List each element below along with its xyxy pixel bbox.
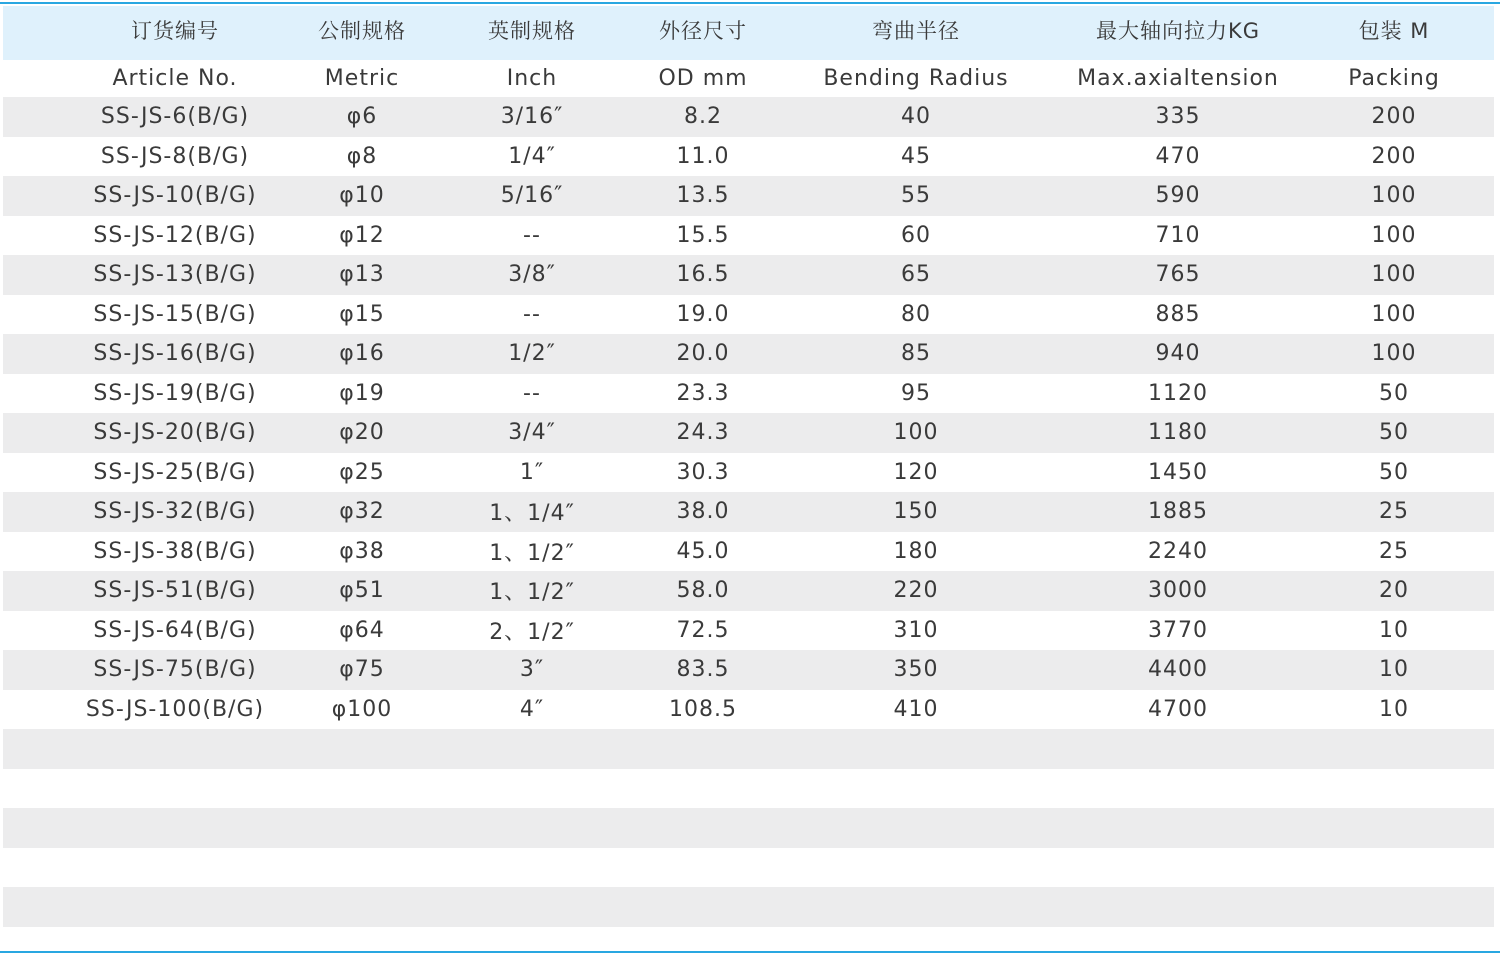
cell-article-no: SS-JS-38(B/G)	[93, 538, 257, 564]
header-cn-od-mm: 外径尺寸	[659, 18, 747, 43]
header-en-packing: Packing	[1348, 66, 1440, 91]
header-en-metric: Metric	[324, 66, 400, 91]
table-row	[3, 216, 1494, 256]
table-header	[3, 6, 1494, 60]
cell-max-axial-tension: 2240	[1148, 538, 1208, 564]
cell-max-axial-tension: 1120	[1148, 380, 1208, 406]
cell-packing: 200	[1371, 143, 1417, 169]
cell-inch: 3/8″	[508, 262, 556, 288]
cell-article-no: SS-JS-20(B/G)	[93, 420, 257, 446]
cell-bending-radius: 220	[893, 578, 939, 604]
cell-inch: 1/4″	[508, 143, 556, 169]
table-body	[3, 97, 1494, 729]
cell-bending-radius: 60	[901, 222, 931, 248]
cell-od-mm: 19.0	[676, 301, 730, 327]
cell-inch: 3″	[519, 657, 545, 683]
table-row	[3, 611, 1494, 651]
header-row-english	[3, 60, 1494, 97]
cell-max-axial-tension: 4700	[1148, 696, 1208, 722]
cell-inch: 1、1/4″	[489, 501, 575, 527]
cell-packing: 20	[1379, 578, 1409, 604]
header-cn-bending-radius: 弯曲半径	[872, 18, 960, 43]
bottom-border-line	[0, 951, 1500, 953]
header-cn-inch: 英制规格	[488, 18, 576, 43]
cell-bending-radius: 95	[901, 380, 931, 406]
cell-article-no: SS-JS-100(B/G)	[85, 696, 265, 722]
cell-od-mm: 45.0	[676, 538, 730, 564]
cell-metric: φ8	[346, 143, 378, 169]
cell-inch: --	[523, 301, 541, 327]
cell-metric: φ64	[339, 617, 385, 643]
header-cn-packing: 包装 M	[1358, 18, 1430, 43]
cell-metric: φ25	[339, 459, 385, 485]
cell-metric: φ100	[331, 696, 393, 722]
cell-inch: 1、1/2″	[489, 540, 575, 566]
spec-table	[3, 6, 1494, 927]
cell-max-axial-tension: 4400	[1148, 657, 1208, 683]
cell-od-mm: 23.3	[676, 380, 730, 406]
cell-max-axial-tension: 885	[1155, 301, 1201, 327]
cell-bending-radius: 100	[893, 420, 939, 446]
cell-packing: 10	[1379, 617, 1409, 643]
cell-metric: φ19	[339, 380, 385, 406]
cell-metric: φ15	[339, 301, 385, 327]
cell-inch: --	[523, 222, 541, 248]
cell-metric: φ32	[339, 499, 385, 525]
cell-packing: 50	[1379, 420, 1409, 446]
cell-packing: 50	[1379, 380, 1409, 406]
cell-metric: φ51	[339, 578, 385, 604]
cell-bending-radius: 55	[901, 183, 931, 209]
cell-article-no: SS-JS-13(B/G)	[93, 262, 257, 288]
table-row	[3, 413, 1494, 453]
cell-metric: φ10	[339, 183, 385, 209]
header-en-article-no: Article No.	[112, 66, 238, 91]
cell-bending-radius: 40	[901, 104, 931, 130]
cell-od-mm: 24.3	[676, 420, 730, 446]
cell-od-mm: 38.0	[676, 499, 730, 525]
header-cn-metric: 公制规格	[318, 18, 406, 43]
header-en-inch: Inch	[506, 66, 558, 91]
cell-max-axial-tension: 3770	[1148, 617, 1208, 643]
cell-max-axial-tension: 3000	[1148, 578, 1208, 604]
cell-article-no: SS-JS-75(B/G)	[93, 657, 257, 683]
cell-metric: φ13	[339, 262, 385, 288]
cell-metric: φ38	[339, 538, 385, 564]
cell-bending-radius: 65	[901, 262, 931, 288]
table-row	[3, 334, 1494, 374]
table-row	[3, 97, 1494, 137]
cell-packing: 25	[1379, 538, 1409, 564]
empty-row	[3, 808, 1494, 848]
cell-bending-radius: 350	[893, 657, 939, 683]
cell-inch: 1/2″	[508, 341, 556, 367]
empty-rows	[3, 729, 1494, 927]
cell-od-mm: 72.5	[676, 617, 730, 643]
cell-inch: 4″	[519, 696, 545, 722]
cell-max-axial-tension: 335	[1155, 104, 1201, 130]
cell-inch: 5/16″	[500, 183, 564, 209]
cell-article-no: SS-JS-10(B/G)	[93, 183, 257, 209]
cell-metric: φ75	[339, 657, 385, 683]
cell-metric: φ20	[339, 420, 385, 446]
cell-packing: 100	[1371, 301, 1417, 327]
header-row-chinese	[3, 6, 1494, 43]
header-cn-article-no: 订货编号	[131, 18, 219, 43]
cell-od-mm: 83.5	[676, 657, 730, 683]
cell-packing: 100	[1371, 183, 1417, 209]
cell-od-mm: 11.0	[676, 143, 730, 169]
cell-metric: φ12	[339, 222, 385, 248]
cell-article-no: SS-JS-51(B/G)	[93, 578, 257, 604]
cell-article-no: SS-JS-6(B/G)	[100, 104, 250, 130]
cell-bending-radius: 120	[893, 459, 939, 485]
cell-article-no: SS-JS-16(B/G)	[93, 341, 257, 367]
table-row	[3, 137, 1494, 177]
table-row	[3, 295, 1494, 335]
cell-od-mm: 15.5	[676, 222, 730, 248]
table-row	[3, 453, 1494, 493]
cell-packing: 25	[1379, 499, 1409, 525]
header-en-od-mm: OD mm	[658, 66, 748, 91]
table-row	[3, 492, 1494, 532]
cell-max-axial-tension: 940	[1155, 341, 1201, 367]
cell-metric: φ6	[346, 104, 378, 130]
cell-max-axial-tension: 710	[1155, 222, 1201, 248]
header-en-max-axial-tension: Max.axialtension	[1077, 66, 1279, 91]
cell-od-mm: 20.0	[676, 341, 730, 367]
cell-article-no: SS-JS-15(B/G)	[93, 301, 257, 327]
header-en-bending-radius: Bending Radius	[823, 66, 1009, 91]
cell-bending-radius: 410	[893, 696, 939, 722]
cell-inch: --	[523, 380, 541, 406]
cell-packing: 200	[1371, 104, 1417, 130]
table-row	[3, 650, 1494, 690]
cell-article-no: SS-JS-12(B/G)	[93, 222, 257, 248]
cell-inch: 1、1/2″	[489, 580, 575, 606]
table-row	[3, 255, 1494, 295]
cell-packing: 100	[1371, 341, 1417, 367]
cell-od-mm: 30.3	[676, 459, 730, 485]
cell-max-axial-tension: 765	[1155, 262, 1201, 288]
cell-packing: 100	[1371, 222, 1417, 248]
cell-article-no: SS-JS-25(B/G)	[93, 459, 257, 485]
cell-bending-radius: 80	[901, 301, 931, 327]
table-row	[3, 571, 1494, 611]
cell-packing: 10	[1379, 696, 1409, 722]
cell-packing: 10	[1379, 657, 1409, 683]
table-row	[3, 176, 1494, 216]
cell-inch: 2、1/2″	[489, 619, 575, 645]
header-cn-max-axial-tension: 最大轴向拉力KG	[1095, 18, 1261, 43]
cell-max-axial-tension: 1180	[1148, 420, 1208, 446]
table-row	[3, 532, 1494, 572]
empty-row	[3, 769, 1494, 809]
cell-article-no: SS-JS-64(B/G)	[93, 617, 257, 643]
cell-max-axial-tension: 1450	[1148, 459, 1208, 485]
cell-bending-radius: 180	[893, 538, 939, 564]
cell-bending-radius: 310	[893, 617, 939, 643]
cell-inch: 3/16″	[500, 104, 564, 130]
cell-max-axial-tension: 1885	[1148, 499, 1208, 525]
cell-od-mm: 8.2	[684, 104, 722, 130]
cell-inch: 3/4″	[508, 420, 556, 446]
empty-row	[3, 887, 1494, 927]
cell-bending-radius: 150	[893, 499, 939, 525]
cell-od-mm: 58.0	[676, 578, 730, 604]
table-row	[3, 374, 1494, 414]
table-row	[3, 690, 1494, 730]
cell-bending-radius: 85	[901, 341, 931, 367]
cell-metric: φ16	[339, 341, 385, 367]
cell-od-mm: 16.5	[676, 262, 730, 288]
cell-inch: 1″	[519, 459, 545, 485]
empty-row	[3, 729, 1494, 769]
cell-article-no: SS-JS-19(B/G)	[93, 380, 257, 406]
top-border-line	[0, 2, 1500, 4]
cell-article-no: SS-JS-32(B/G)	[93, 499, 257, 525]
cell-od-mm: 13.5	[676, 183, 730, 209]
cell-packing: 50	[1379, 459, 1409, 485]
cell-od-mm: 108.5	[669, 696, 737, 722]
cell-max-axial-tension: 590	[1155, 183, 1201, 209]
cell-packing: 100	[1371, 262, 1417, 288]
empty-row	[3, 848, 1494, 888]
cell-max-axial-tension: 470	[1155, 143, 1201, 169]
cell-article-no: SS-JS-8(B/G)	[100, 143, 250, 169]
cell-bending-radius: 45	[901, 143, 931, 169]
